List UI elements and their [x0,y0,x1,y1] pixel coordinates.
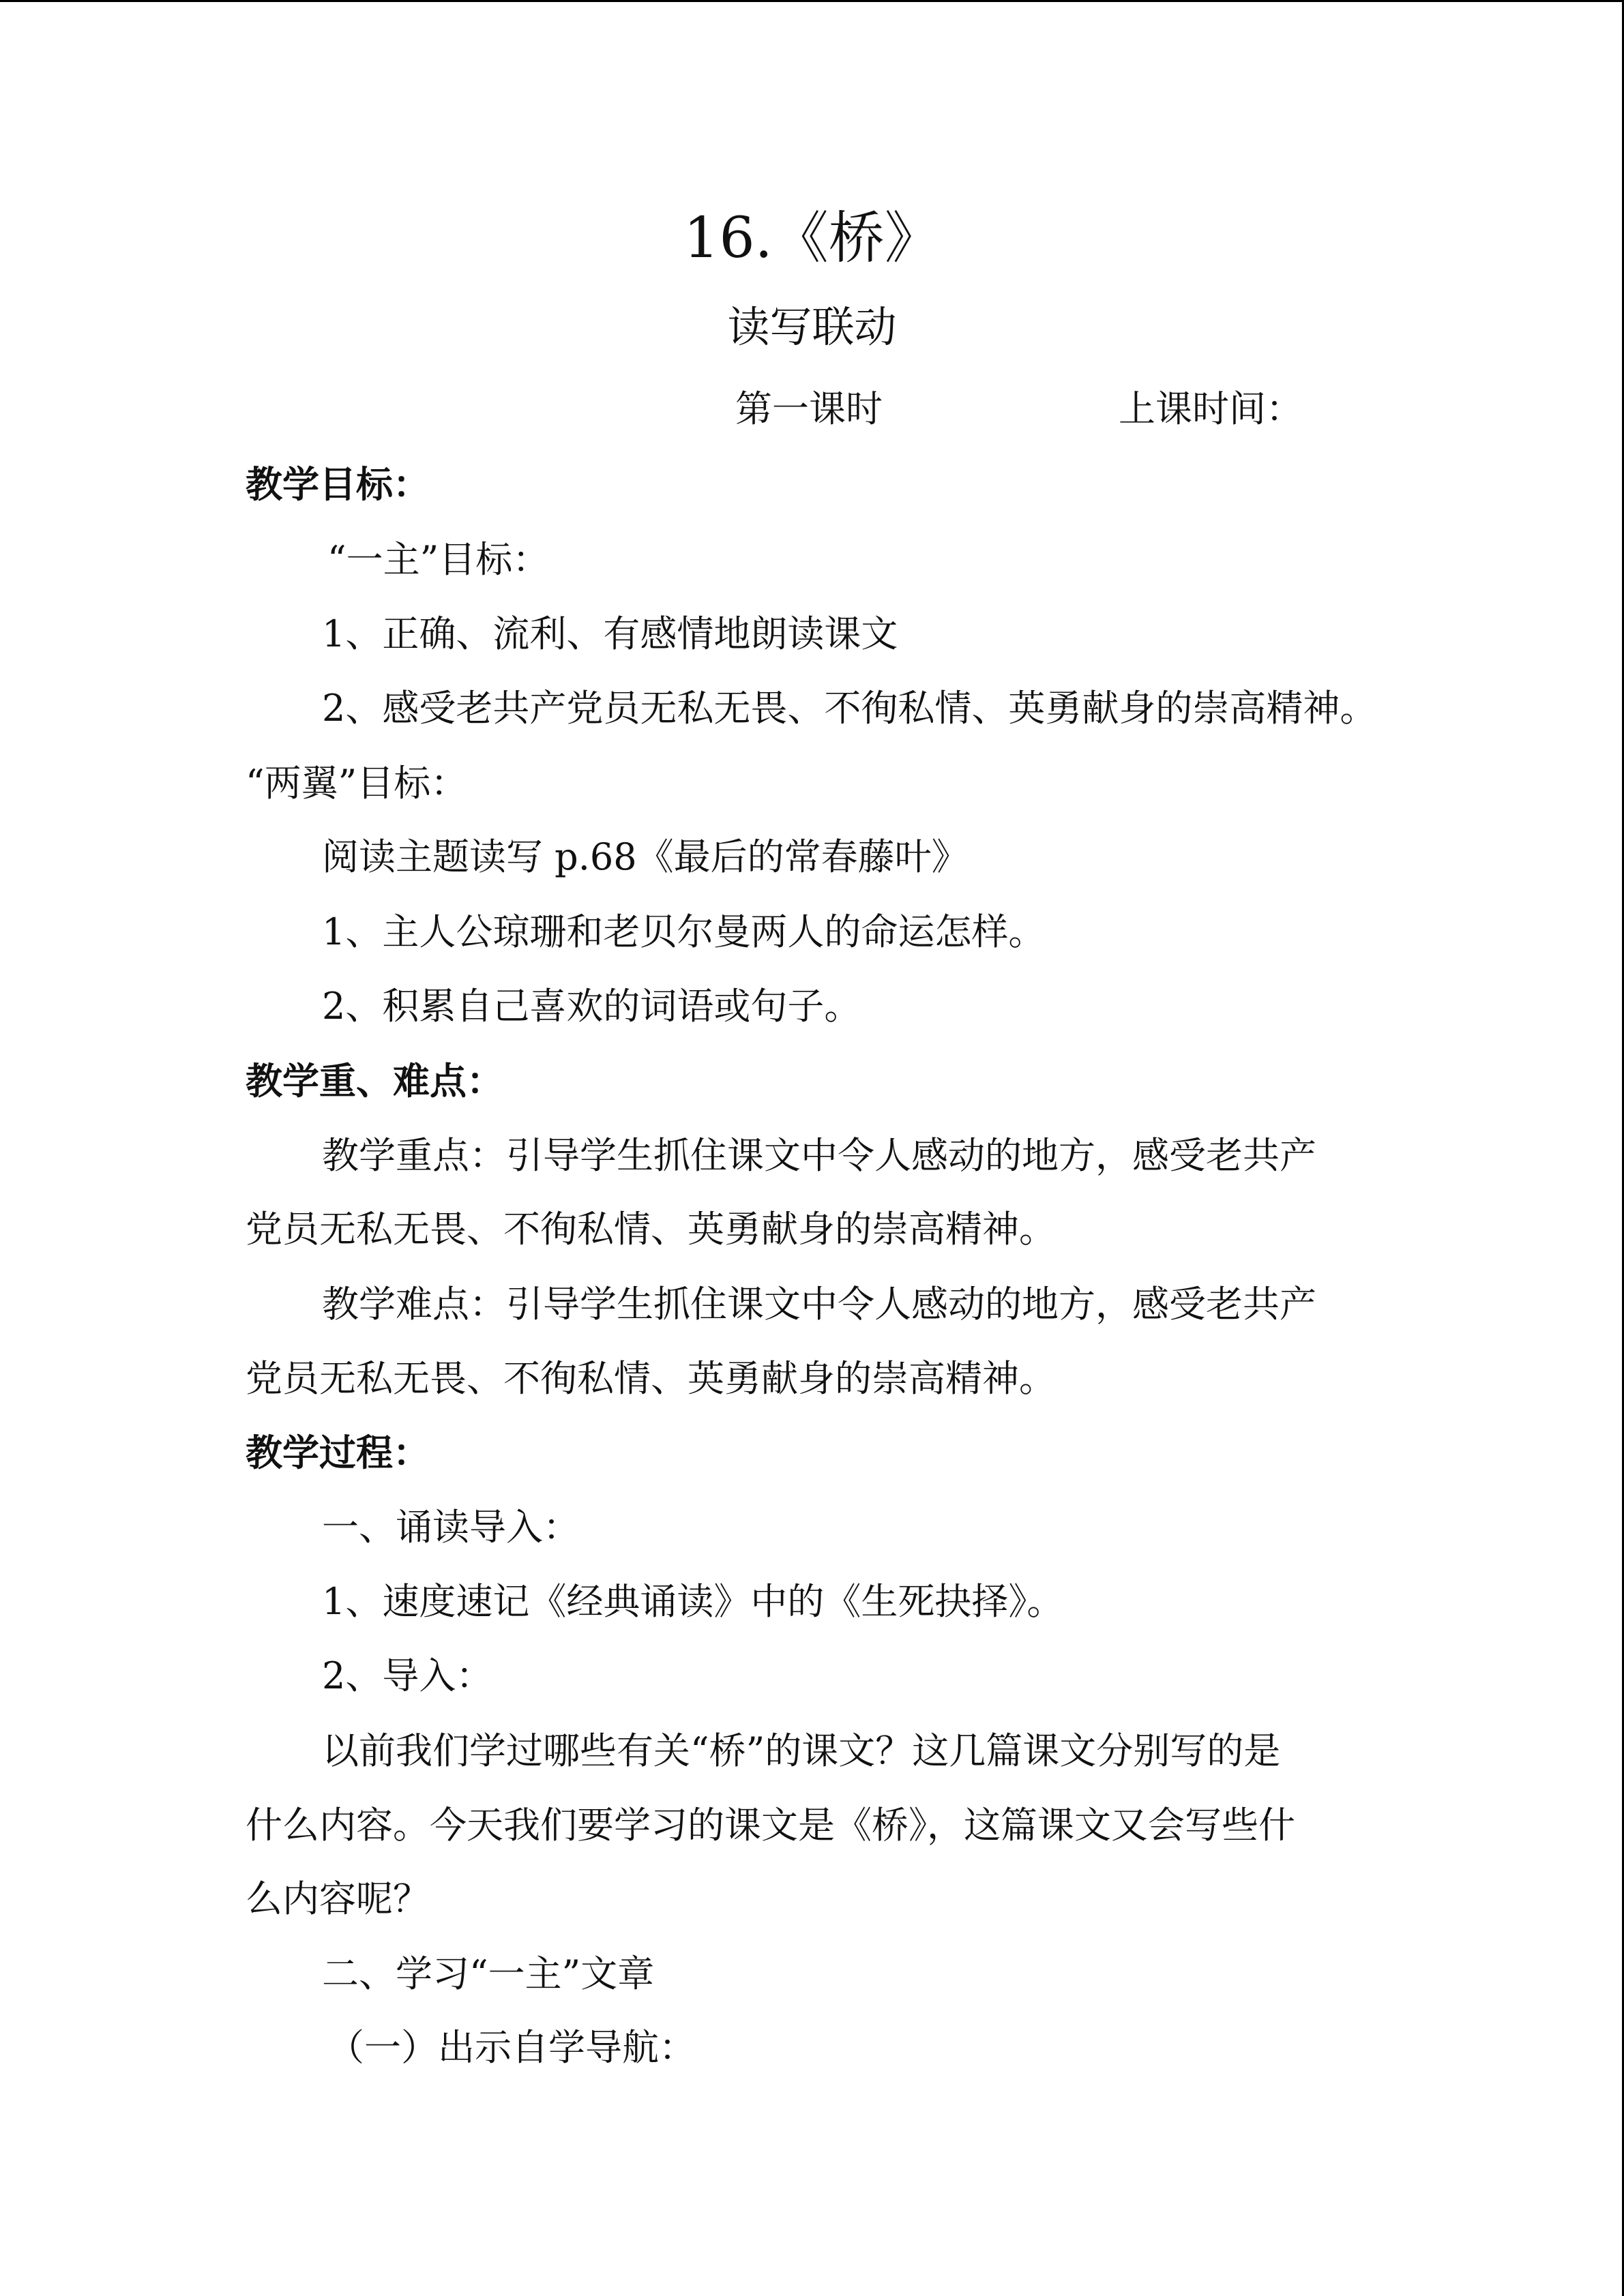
session-label: 第一课时 [735,387,883,430]
objective-item: 2、感受老共产党员无私无畏、不徇私情、英勇献身的崇高精神。 [322,687,1377,730]
difficulty-text: 教学难点：引导学生抓住课文中令人感动的地方，感受老共产 [322,1283,1316,1326]
difficulty-text: 党员无私无畏、不徇私情、英勇献身的崇高精神。 [246,1357,1056,1400]
key-point-text: 教学重点：引导学生抓住课文中令人感动的地方，感受老共产 [322,1134,1316,1177]
key-point-text: 党员无私无畏、不徇私情、英勇献身的崇高精神。 [246,1208,1056,1251]
objective-item: 阅读主题读写 p.68《最后的常春藤叶》 [322,835,969,878]
section-heading-objectives: 教学目标： [246,463,430,506]
objective-main-heading: “一主”目标： [327,538,550,581]
process-step: 二、学习“一主”文章 [322,1952,655,1995]
process-step: 1、速度速记《经典诵读》中的《生死抉择》。 [322,1580,1064,1623]
objective-item: 1、正确、流利、有感情地朗读课文 [322,612,898,655]
objective-item: 1、主人公琼珊和老贝尔曼两人的命运怎样。 [322,910,1046,953]
section-heading-key-points: 教学重、难点： [246,1060,503,1103]
process-step: 2、导入： [322,1654,493,1697]
process-step: （一）出示自学导航： [327,2026,696,2069]
objective-item: 2、积累自己喜欢的词语或句子。 [322,985,861,1028]
process-paragraph: 什么内容。今天我们要学习的课文是《桥》，这篇课文又会写些什 [246,1804,1295,1847]
section-heading-process: 教学过程： [246,1431,430,1474]
objective-wings-heading: “两翼”目标： [246,762,468,805]
lesson-subtitle: 读写联动 [727,302,897,352]
process-paragraph: 么内容呢？ [246,1877,430,1920]
class-time-label: 上课时间： [1119,387,1303,430]
lesson-title: 16.《桥》 [683,206,941,271]
process-step: 一、诵读导入： [322,1506,580,1549]
process-paragraph: 以前我们学过哪些有关“桥”的课文？这几篇课文分别写的是 [322,1729,1281,1772]
